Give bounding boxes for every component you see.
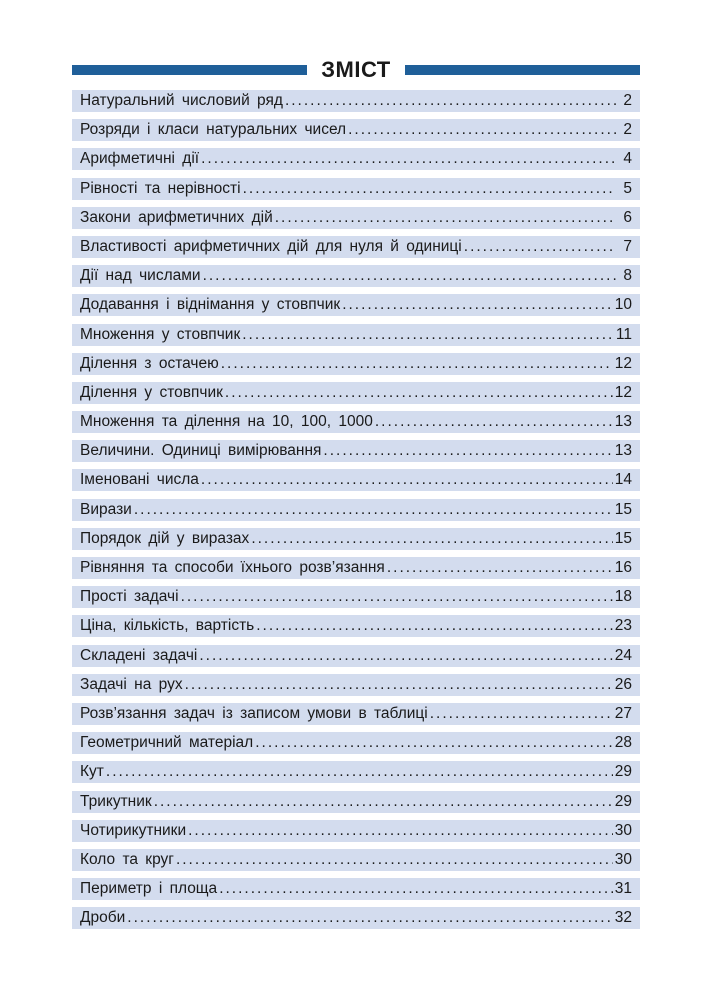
toc-entry-label: Величини. Одиниці вимірювання bbox=[80, 442, 322, 460]
toc-entry-page: 32 bbox=[614, 909, 632, 927]
toc-entry-label: Ціна, кількість, вартість bbox=[80, 617, 255, 635]
toc-entry-page: 23 bbox=[614, 617, 632, 635]
toc-entry-page: 27 bbox=[614, 704, 632, 722]
dot-leader bbox=[134, 499, 613, 521]
toc-entry-label: Рівності та нерівності bbox=[80, 179, 241, 197]
toc-entry[interactable] bbox=[72, 353, 640, 375]
toc-entry-page: 18 bbox=[614, 588, 632, 606]
toc-entry[interactable] bbox=[72, 761, 640, 783]
dot-leader bbox=[375, 411, 613, 433]
toc-entry[interactable] bbox=[72, 324, 640, 346]
toc-header bbox=[72, 56, 640, 84]
toc-entry-label: Прості задачі bbox=[80, 588, 179, 606]
toc-entry-label: Кут bbox=[80, 763, 104, 781]
toc-entry-label: Складені задачі bbox=[80, 646, 198, 664]
dot-leader bbox=[201, 469, 613, 491]
toc-entry-page: 29 bbox=[614, 792, 632, 810]
toc-entry-label: Геометричний матеріал bbox=[80, 734, 254, 752]
toc-entry-page: 26 bbox=[614, 675, 632, 693]
toc-entry-label: Периметр і площа bbox=[80, 880, 218, 898]
toc-entry-page: 15 bbox=[614, 529, 632, 547]
toc-entry-page: 15 bbox=[614, 500, 632, 518]
dot-leader bbox=[188, 820, 613, 842]
toc-entry[interactable] bbox=[72, 615, 640, 637]
toc-entry-label: Додавання і віднімання у стовпчик bbox=[80, 296, 341, 314]
toc-entry[interactable] bbox=[72, 732, 640, 754]
toc-entry-page: 24 bbox=[614, 646, 632, 664]
toc-entry-page: 6 bbox=[623, 208, 632, 226]
toc-entry-page: 12 bbox=[614, 354, 632, 372]
toc-entry[interactable] bbox=[72, 557, 640, 579]
toc-entry[interactable] bbox=[72, 440, 640, 462]
toc-entry-page: 13 bbox=[614, 413, 632, 431]
dot-leader bbox=[348, 119, 616, 141]
dot-leader bbox=[275, 207, 616, 229]
toc-entry-label: Дроби bbox=[80, 909, 126, 927]
toc-entry-page: 29 bbox=[614, 763, 632, 781]
toc-entry-page: 10 bbox=[614, 296, 632, 314]
toc-entry-page: 11 bbox=[615, 325, 632, 343]
toc-entry[interactable] bbox=[72, 674, 640, 696]
toc-entry[interactable] bbox=[72, 411, 640, 433]
dot-leader bbox=[323, 440, 612, 462]
toc-entry-label: Множення у стовпчик bbox=[80, 325, 241, 343]
toc-entry-page: 31 bbox=[614, 880, 632, 898]
dot-leader bbox=[181, 586, 613, 608]
toc-entry-label: Задачі на рух bbox=[80, 675, 183, 693]
dot-leader bbox=[221, 353, 613, 375]
toc-entry[interactable] bbox=[72, 148, 640, 170]
toc-entry-page: 5 bbox=[623, 179, 632, 197]
dot-leader bbox=[255, 732, 613, 754]
toc-entry-page: 7 bbox=[623, 237, 632, 255]
dot-leader bbox=[256, 615, 613, 637]
dot-leader bbox=[219, 878, 613, 900]
toc-entry-label: Порядок дій у виразах bbox=[80, 529, 250, 547]
toc-entry-label: Вирази bbox=[80, 500, 132, 518]
toc-entry-page: 2 bbox=[623, 92, 632, 109]
header-rule-left bbox=[72, 65, 307, 75]
dot-leader bbox=[342, 294, 613, 316]
dot-leader bbox=[251, 528, 612, 550]
dot-leader bbox=[127, 907, 612, 929]
toc-entry-page: 12 bbox=[614, 383, 632, 401]
toc-entry-page: 28 bbox=[614, 734, 632, 752]
toc-entry[interactable] bbox=[72, 586, 640, 608]
dot-leader bbox=[106, 761, 613, 783]
toc-entry[interactable] bbox=[72, 469, 640, 491]
toc-entry-label: Властивості арифметичних дій для нуля й одиниці bbox=[80, 237, 462, 255]
dot-leader bbox=[185, 674, 613, 696]
toc-entry[interactable] bbox=[72, 207, 640, 229]
toc-entry[interactable] bbox=[72, 820, 640, 842]
toc-entry[interactable] bbox=[72, 907, 640, 929]
dot-leader bbox=[201, 148, 616, 170]
dot-leader bbox=[203, 265, 616, 287]
dot-leader bbox=[242, 324, 614, 346]
toc-entry-label: Іменовані числа bbox=[80, 471, 199, 489]
toc-entry[interactable] bbox=[72, 645, 640, 667]
toc-entry-label: Дії над числами bbox=[80, 267, 201, 285]
toc-entry-label: Чотирикутники bbox=[80, 821, 187, 839]
toc-entry-label: Ділення у стовпчик bbox=[80, 383, 223, 401]
toc-entry-label: Розряди і класи натуральних чисел bbox=[80, 121, 347, 139]
toc-entry-label: Множення та ділення на 10, 100, 1000 bbox=[80, 413, 373, 431]
dot-leader bbox=[225, 382, 613, 404]
toc-entry[interactable] bbox=[72, 703, 640, 725]
toc-entry[interactable] bbox=[72, 791, 640, 813]
table-of-contents bbox=[72, 90, 640, 936]
toc-entry[interactable] bbox=[72, 119, 640, 141]
dot-leader bbox=[176, 849, 613, 871]
toc-entry[interactable] bbox=[72, 265, 640, 287]
dot-leader bbox=[430, 703, 613, 725]
toc-entry-page: 2 bbox=[623, 121, 632, 139]
toc-entry-page: 4 bbox=[623, 150, 632, 168]
toc-entry[interactable] bbox=[72, 878, 640, 900]
toc-entry[interactable] bbox=[72, 382, 640, 404]
dot-leader bbox=[285, 90, 616, 112]
dot-leader bbox=[464, 236, 616, 258]
toc-entry-label: Натуральний числовий ряд bbox=[80, 92, 283, 109]
toc-entry-label: Коло та круг bbox=[80, 850, 174, 868]
toc-entry-page: 16 bbox=[614, 559, 632, 576]
dot-leader bbox=[387, 557, 613, 579]
dot-leader bbox=[243, 178, 616, 200]
toc-entry[interactable] bbox=[72, 90, 640, 112]
toc-entry-label: Закони арифметичних дій bbox=[80, 208, 273, 226]
toc-entry[interactable] bbox=[72, 499, 640, 521]
toc-entry-page: 14 bbox=[614, 471, 632, 489]
toc-entry-page: 30 bbox=[614, 821, 632, 839]
toc-entry-page: 13 bbox=[614, 442, 632, 460]
toc-entry[interactable] bbox=[72, 294, 640, 316]
toc-entry[interactable] bbox=[72, 849, 640, 871]
toc-entry-label: Розв’язання задач із записом умови в таблиці bbox=[80, 704, 428, 722]
dot-leader bbox=[154, 791, 613, 813]
toc-entry-label: Ділення з остачею bbox=[80, 354, 219, 372]
toc-entry-page: 30 bbox=[614, 850, 632, 868]
header-rule-right bbox=[405, 65, 640, 75]
toc-entry-label: Трикутник bbox=[80, 792, 152, 810]
toc-entry-label: Арифметичні дії bbox=[80, 150, 200, 168]
page-title: ЗМІСТ bbox=[321, 57, 391, 82]
toc-entry-page: 8 bbox=[623, 267, 632, 285]
toc-entry[interactable] bbox=[72, 528, 640, 550]
toc-entry-label: Рівняння та способи їхнього розв’язання bbox=[80, 559, 385, 576]
toc-entry[interactable] bbox=[72, 236, 640, 258]
dot-leader bbox=[199, 645, 612, 667]
toc-entry[interactable] bbox=[72, 178, 640, 200]
